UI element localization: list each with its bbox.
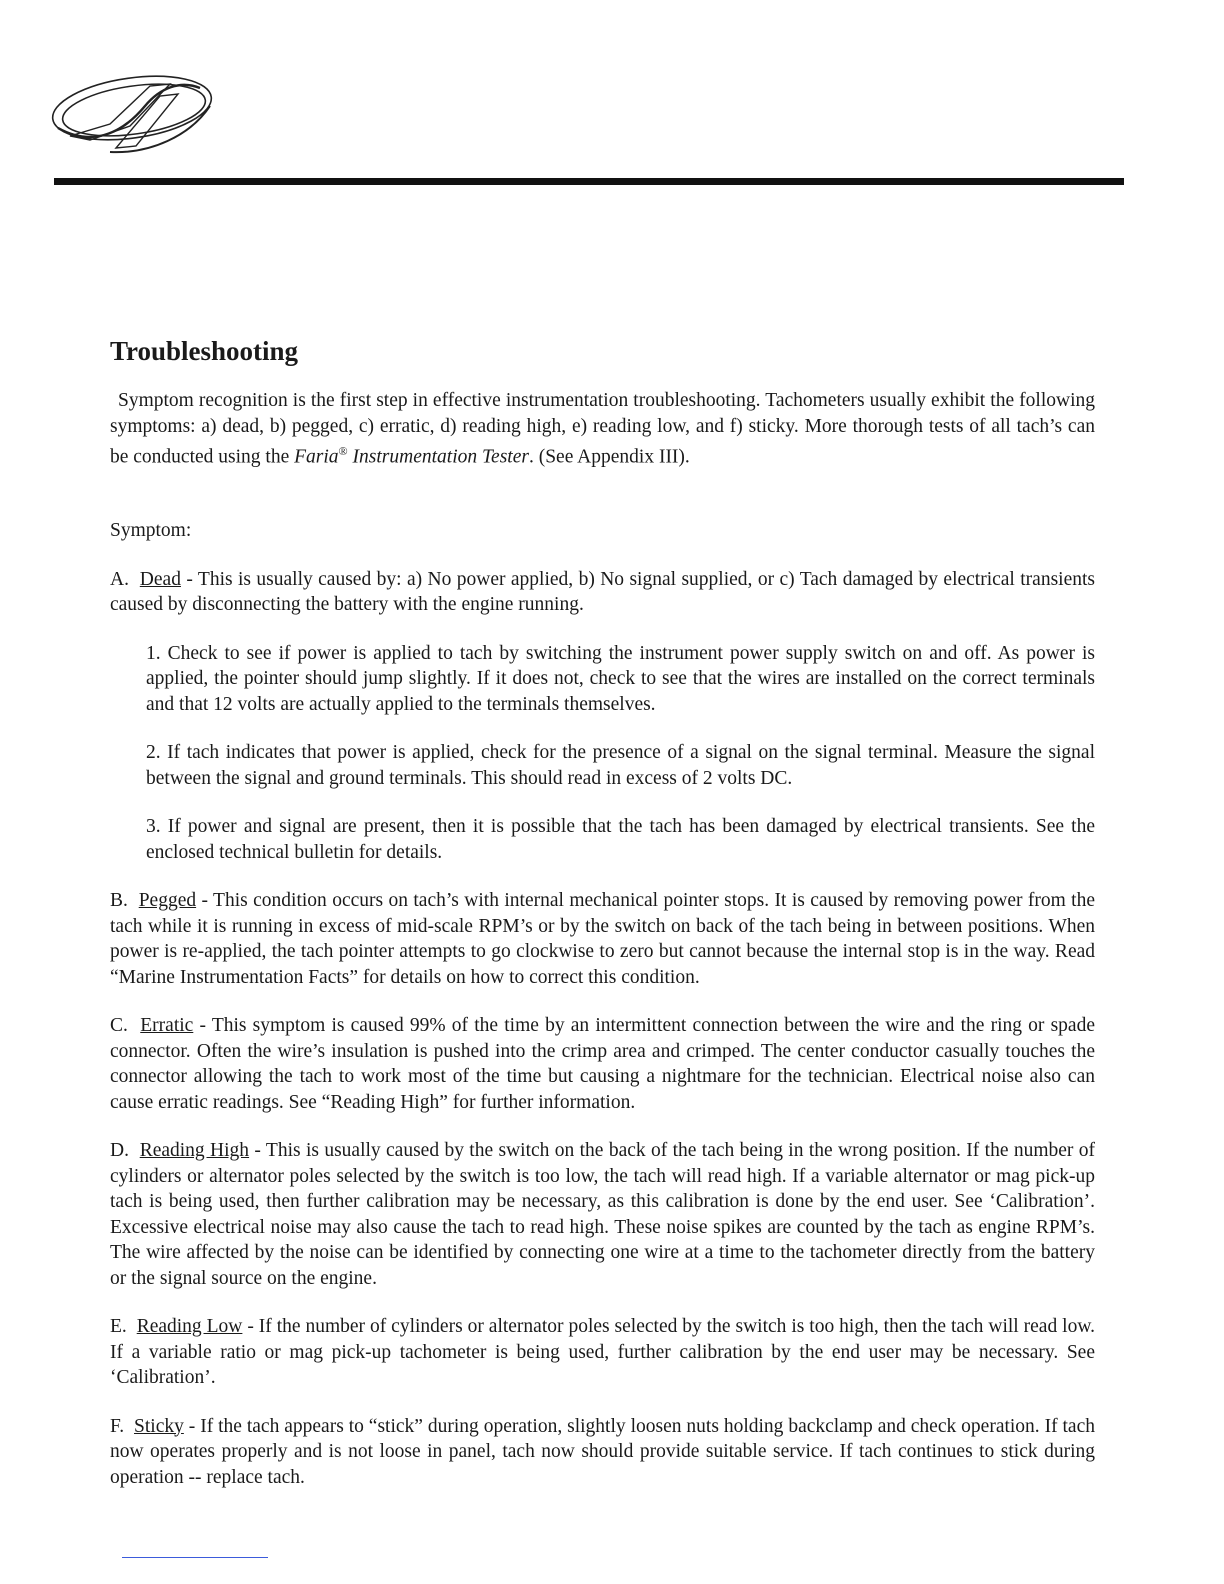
faria-logo-icon — [50, 66, 215, 158]
section-letter: F. — [110, 1415, 125, 1437]
dead-step-1: 1. Check to see if power is applied to tach by switching the instrument power supply switch on and off. As power is applied, the pointer should jump slightly. If it does not, check to see that the wires are installed on the correct terminals and that 12 volts are actually applied to the terminals themselves. — [146, 642, 1095, 715]
section-letter: A. — [110, 568, 129, 590]
header-rule — [54, 178, 1124, 185]
dead-step-3: 3. If power and signal are present, then it is possible that the tach has been damaged by electrical transients. See the enclosed technical bulletin for details. — [146, 816, 1095, 863]
registered-mark: ® — [338, 444, 348, 458]
section-dead — [110, 567, 1095, 618]
brand-name: Faria — [294, 446, 339, 468]
section-heading: Sticky — [134, 1415, 184, 1437]
product-name: Instrumentation Tester — [347, 446, 529, 468]
section-text: - This condition occurs on tach’s with internal mechanical pointer stops. It is caused by removing power from the tach while it is running in excess of mid-scale RPM’s or by the switch on back of the tach being in between positions. When power is re-applied, the tach pointer attempts to go clockwise to zero but cannot because the internal stop is in the way. Read “Marine Instrumentation Facts” for details on how to correct this condition. — [110, 890, 1096, 988]
section-letter: C. — [110, 1015, 128, 1036]
footnote-rule — [122, 1557, 268, 1558]
intro-paragraph — [110, 388, 1095, 470]
section-letter: D. — [110, 1140, 129, 1161]
section-heading: Dead — [139, 568, 181, 590]
section-text: - This is usually caused by: a) No power applied, b) No signal supplied, or c) Tach damaged by electrical transients caused by disconnecting the battery with the engine running. — [110, 568, 1095, 615]
section-text: - This symptom is caused 99% of the time by an intermittent connection between the wire and the ring or spade connector. Often the wire’s insulation is pushed into the crimp area and crimped. The center conductor casually touches the connector allowing the tach to work most of the time but causing a nightmare for the technician. Electrical noise also can cause erratic readings. See “Reading High” for further information. — [110, 1015, 1095, 1113]
section-text: - If the tach appears to “stick” during operation, slightly loosen nuts holding backclamp and check operation. If tach now operates properly and is not loose in panel, tach now should provide suitable service. If tach continues to stick during operation -- replace tach. — [110, 1415, 1095, 1488]
document-body — [110, 388, 1095, 1490]
section-erratic — [110, 1013, 1095, 1115]
page-title: Troubleshooting — [110, 336, 299, 366]
section-pegged — [110, 888, 1095, 990]
symptom-label: Symptom: — [110, 520, 192, 541]
section-text: - This is usually caused by the switch on the back of the tach being in the wrong position. If the number of cylinders or alternator poles selected by the switch is too low, the tach will read high. If a variable alternator or mag pick-up tach is being used, then further calibration may be necessary, as this calibration is done by the end user. See ‘Calibration’. Excessive electrical noise may also cause the tach to read high. These noise spikes are counted by the tach as engine RPM’s. The wire affected by the noise can be identified by connecting one wire at a time to the tachometer directly from the battery or the signal source on the engine. — [110, 1140, 1096, 1289]
section-text: - If the number of cylinders or alternator poles selected by the switch is too high, then the tach will read low. If a variable ratio or mag pick-up tachometer is being used, further calibration by the end user may be necessary. See ‘Calibration’. — [110, 1316, 1096, 1388]
dead-step-2: 2. If tach indicates that power is applied, check for the presence of a signal on the signal terminal. Measure the signal between the signal and ground terminals. This should read in excess of 2 volts DC. — [146, 742, 1095, 789]
intro-text: Symptom recognition is the first step in effective instrumentation troubleshooting. Tachometers usually exhibit the following symptoms: a) dead, b) pegged, c) erratic, d) reading high, e) reading low, and f) sticky. More thorough tests of all tach’s can be conducted using the — [110, 390, 1095, 468]
section-letter: B. — [110, 890, 128, 911]
section-reading-high — [110, 1138, 1095, 1291]
intro-text-end: . (See Appendix III). — [528, 446, 690, 468]
section-sticky — [110, 1414, 1095, 1491]
section-reading-low — [110, 1314, 1095, 1391]
section-heading: Reading High — [139, 1140, 250, 1161]
section-letter: E. — [110, 1316, 127, 1337]
section-heading: Pegged — [138, 890, 197, 911]
section-heading: Reading Low — [136, 1316, 243, 1337]
section-heading: Erratic — [140, 1015, 194, 1036]
